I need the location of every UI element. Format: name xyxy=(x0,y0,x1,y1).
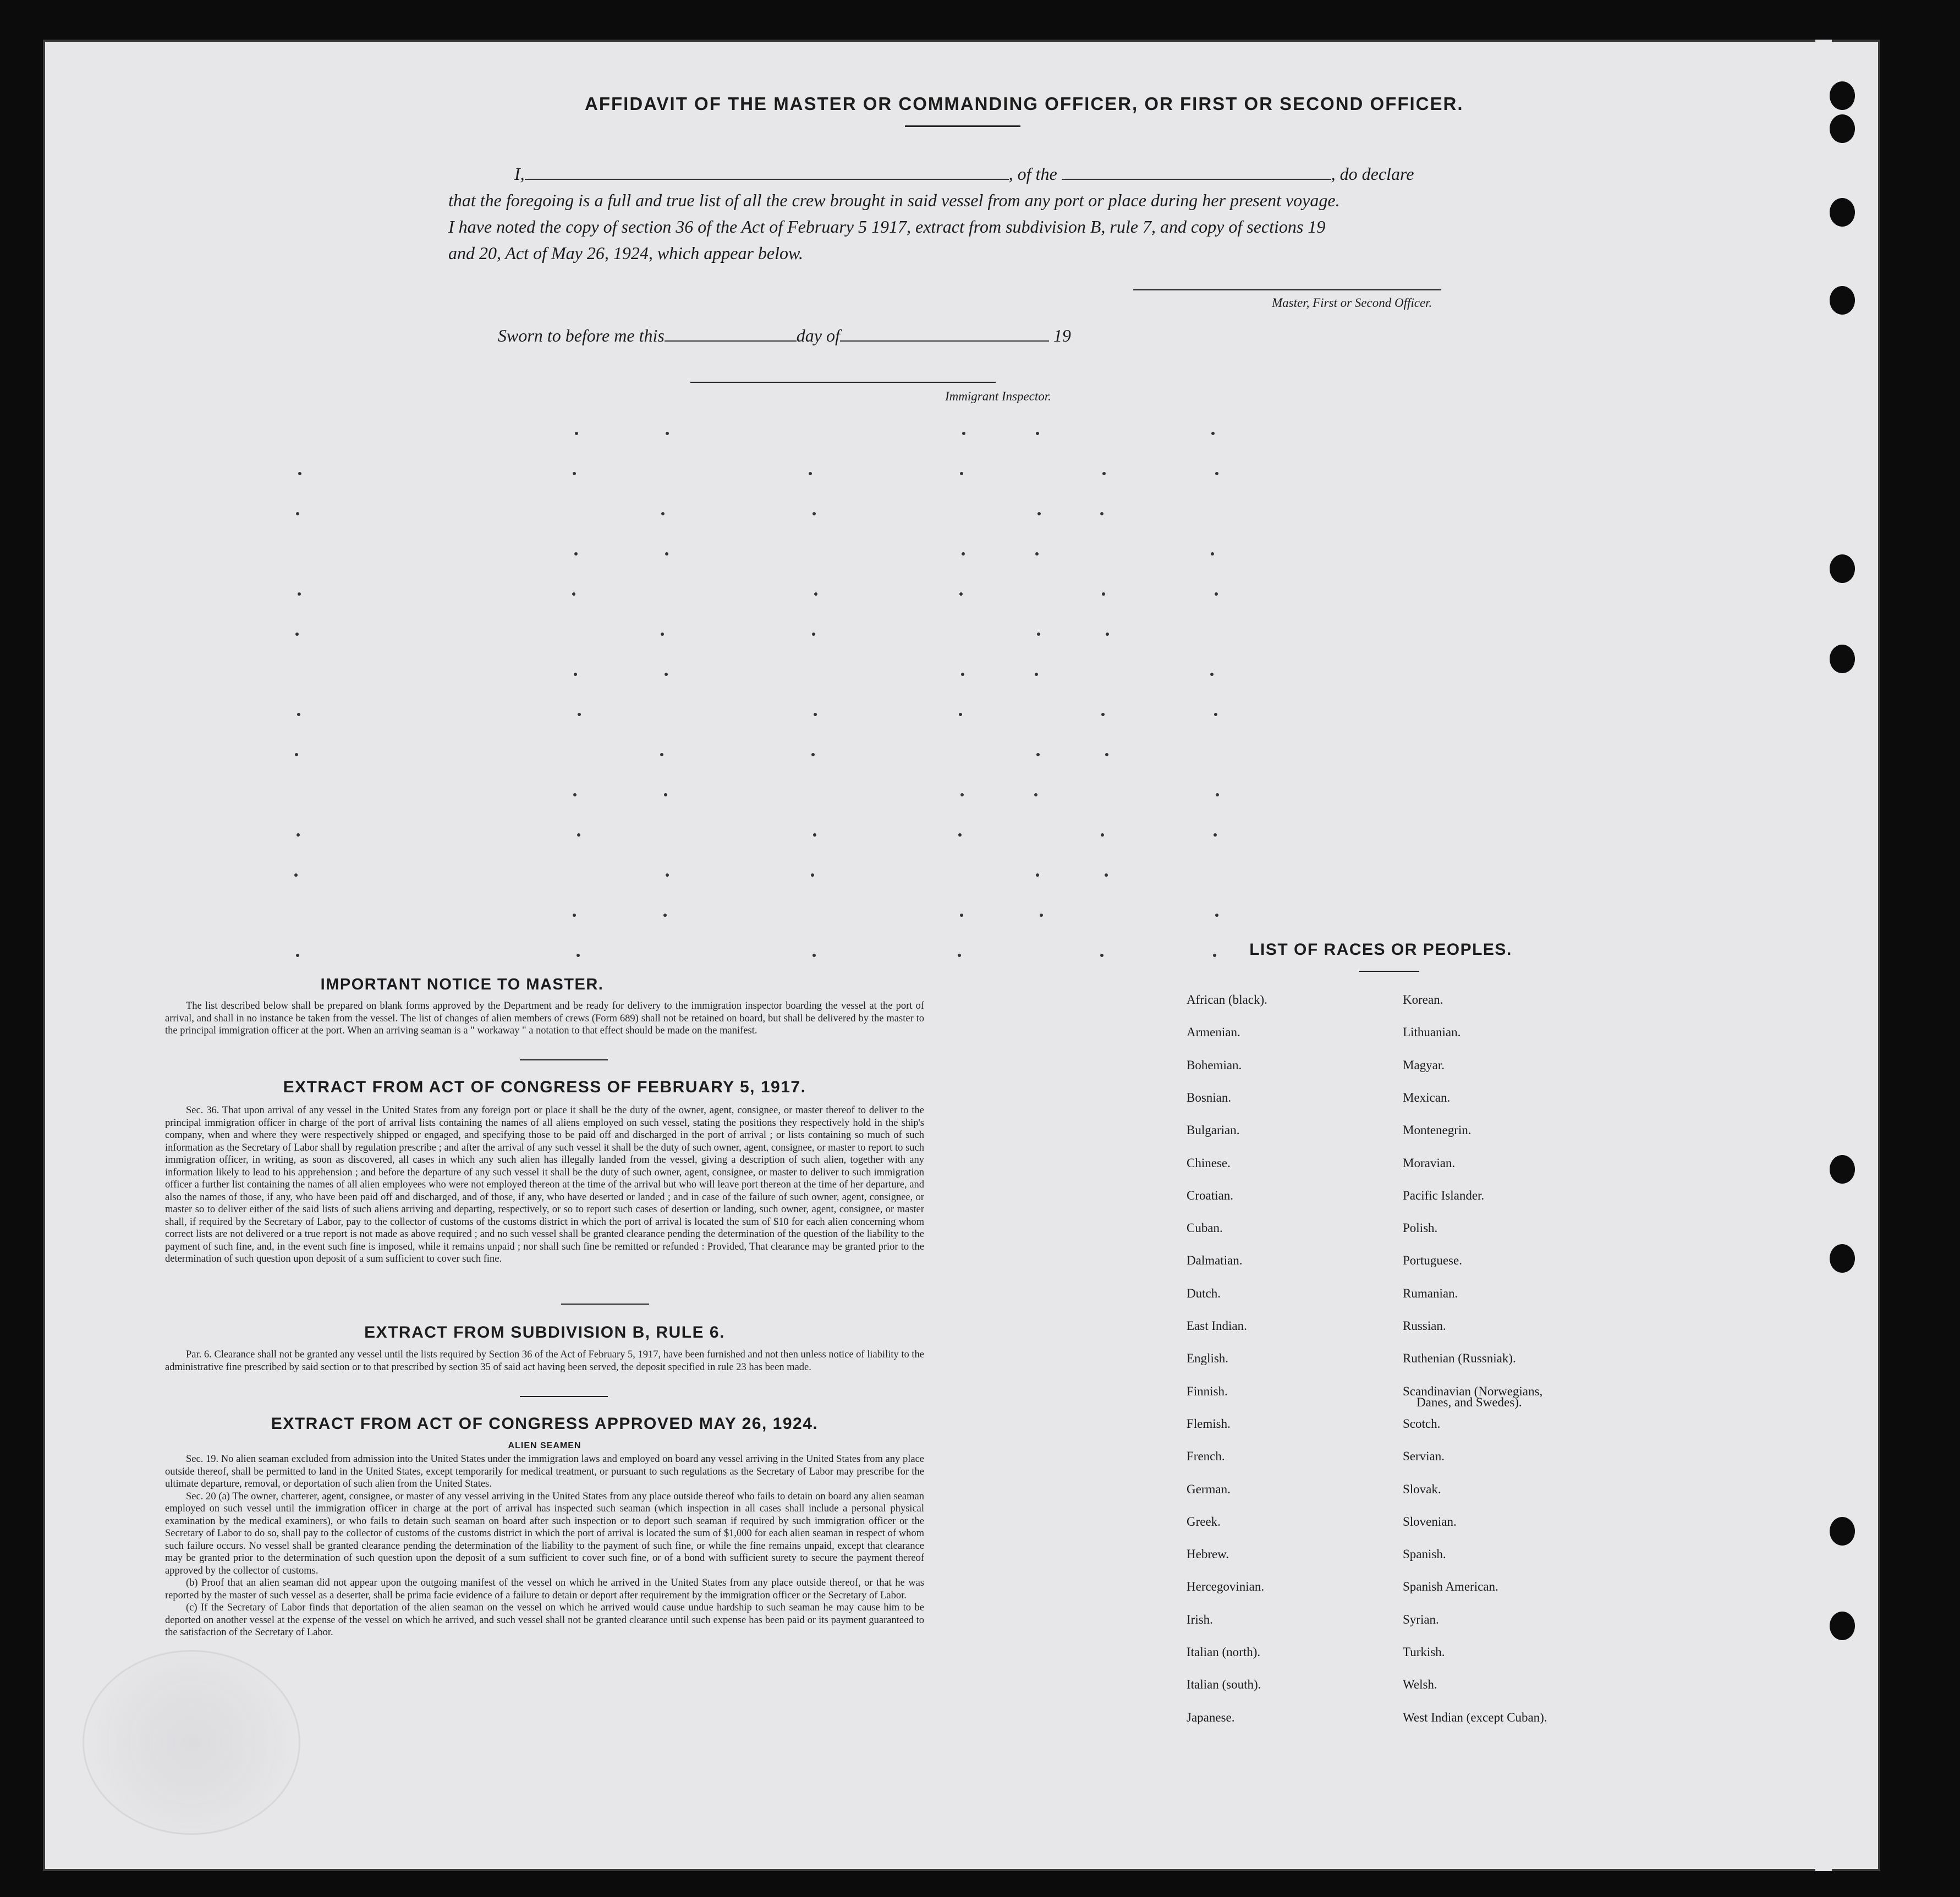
master-signature-caption: Master, First or Second Officer. xyxy=(1272,296,1432,310)
race-item: Rumanian. xyxy=(1403,1286,1458,1300)
dot-mark xyxy=(1215,592,1218,596)
dot-mark xyxy=(1036,432,1039,435)
dot-mark xyxy=(665,552,668,556)
dot-mark xyxy=(812,633,815,636)
dot-mark xyxy=(811,753,815,756)
dot-mark xyxy=(1216,793,1219,796)
dot-mark xyxy=(1211,552,1214,556)
dot-mark xyxy=(298,592,301,596)
sworn-month-blank xyxy=(840,326,1049,342)
race-item: Flemish. xyxy=(1187,1416,1231,1431)
race-item: Lithuanian. xyxy=(1403,1025,1461,1040)
dot-mark xyxy=(1037,633,1040,636)
dot-mark xyxy=(1035,552,1039,556)
dot-mark xyxy=(958,833,962,837)
dot-mark xyxy=(664,793,667,796)
race-item: Bohemian. xyxy=(1187,1058,1242,1072)
race-item: Korean. xyxy=(1403,993,1443,1007)
race-item: Chinese. xyxy=(1187,1156,1231,1170)
race-item: Italian (south). xyxy=(1187,1678,1261,1692)
dot-mark xyxy=(1214,713,1217,716)
extract-1917-paragraph: Sec. 36. That upon arrival of any vessel in the United States from any foreign port or place it shall be the duty of the owner, agent, consignee, or master thereof to deliver to the principal immigration officer in charge of the port of arrival lists containing the names of all aliens employed on such vessel, stating the positions they respectively hold in the ship's company, when and where they were respectively shipped or engaged, and specifying those to be paid off and discharged in the port of arrival ; or lists containing so much of such information as the Secretary of Labor shall by regulation prescribe ; and after the arrival of any such vessel it shall be the duty of such owner, agent, consignee, or master to report to such immigration officer, in writing, as soon as discovered, all cases in which any such alien has illegally landed from the vessel, giving a description of such alien, together with any information likely to lead to his apprehension ; and before the departure of any such vessel it shall be the duty of such owner, agent, consignee, or master to deliver to such immigration officer a further list containing the names of all alien employees who were not employed thereon at the time of the arrival but who will leave port thereon at the time of her departure, and also the names of those, if any, who have been paid off and discharged, and of those, if any, who have deserted or landed ; and in case of the failure of such owner, agent, consignee, or master so to deliver either of the said lists of such aliens arriving and departing, respectively, or so to report such cases of desertion or landing, such owner, agent, consignee, or master shall, if required by the Secretary of Labor, pay to the collector of customs of the customs district in which the port of arrival is located the sum of $10 for each alien concerning whom correct lists are not delivered or a true report is not made as above required ; and no such vessel shall be granted clearance pending the determination of the question of the liability to the payment of such fine, and, in the event such fine is imposed, while it remains unpaid ; nor shall such fine be remitted or refunded : Provided, That clearance may be granted prior to the determination of such question upon deposit of a sum sufficient to cover such fine. xyxy=(165,1105,924,1264)
punch-hole xyxy=(1830,1244,1855,1273)
master-signature-line xyxy=(1133,289,1441,290)
dot-mark xyxy=(574,552,578,556)
race-item: Scandinavian (Norwegians, xyxy=(1403,1384,1543,1398)
dot-mark xyxy=(1105,873,1108,877)
dot-mark xyxy=(960,914,963,917)
punch-hole xyxy=(1830,286,1855,315)
dot-mark xyxy=(1215,914,1218,917)
sec20c-paragraph: (c) If the Secretary of Labor finds that deportation of the alien seaman on the vessel on which he arrived would cause undue hardship to such seaman he may cause him to be deported on another vessel at the expense of the vessel on which he arrived, and such vessel shall not be granted clearance until such expense has been paid or its payment guaranteed to the satisfaction of the Secretary of Labor. xyxy=(165,1602,924,1638)
of-the-label: , of the xyxy=(1008,164,1057,184)
race-item: French. xyxy=(1187,1449,1225,1464)
dot-mark xyxy=(1040,914,1043,917)
dot-mark xyxy=(958,954,961,957)
punch-hole xyxy=(1830,198,1855,227)
extract-rule6-text xyxy=(165,1349,924,1373)
dot-mark xyxy=(813,833,816,837)
dot-mark xyxy=(294,873,298,877)
dot-mark xyxy=(809,472,812,475)
sec19-paragraph: Sec. 19. No alien seaman excluded from admission into the United States under the immigration laws and employed on board any vessel arriving in the United States from any place outside thereof, shall be permitted to land in the United States, except temporarily for medical treatment, or pursuant to such regulations as the Secretary of Labor may prescribe for the ultimate departure, removal, or deportation of such alien from the United States. xyxy=(165,1454,924,1489)
dot-mark xyxy=(666,432,669,435)
dot-mark xyxy=(1100,512,1103,515)
dot-mark xyxy=(1105,753,1108,756)
extract-rule6-paragraph: Par. 6. Clearance shall not be granted any vessel until the lists required by Section 36 of the Act of February 5, 1917, have been furnished and not then unless notice of liability to the administrative fine prescribed by said section or to that prescribed by section 35 of said act having been served, the deposit specified in rule 23 has been made. xyxy=(165,1349,924,1373)
dot-mark xyxy=(296,512,299,515)
extract-1924-text xyxy=(165,1453,924,1639)
race-item: Magyar. xyxy=(1403,1058,1445,1072)
dot-mark xyxy=(811,873,814,877)
race-item: Spanish American. xyxy=(1403,1580,1498,1594)
dot-mark xyxy=(573,472,576,475)
sworn-prefix: Sworn to before me this xyxy=(498,326,665,345)
dot-mark xyxy=(1101,713,1105,716)
sworn-day-blank xyxy=(665,326,797,342)
sworn-line xyxy=(498,326,1071,346)
vessel-name-blank xyxy=(1062,164,1331,180)
affidavit-line-4: and 20, Act of May 26, 1924, which appear below. xyxy=(448,243,803,263)
dot-mark xyxy=(660,753,663,756)
do-declare-label: , do declare xyxy=(1331,164,1414,184)
dot-mark xyxy=(661,512,665,515)
dot-mark xyxy=(962,552,965,556)
dot-mark xyxy=(812,954,816,957)
dot-mark xyxy=(578,713,581,716)
race-item: Japanese. xyxy=(1187,1710,1235,1724)
race-item: Welsh. xyxy=(1403,1678,1437,1692)
race-item: Polish. xyxy=(1403,1221,1438,1235)
race-item: English. xyxy=(1187,1351,1229,1366)
dot-mark xyxy=(295,753,298,756)
dot-mark xyxy=(812,512,816,515)
inspector-signature-caption: Immigrant Inspector. xyxy=(945,389,1051,403)
dot-mark xyxy=(814,592,817,596)
dot-mark xyxy=(577,833,580,837)
race-item: Finnish. xyxy=(1187,1384,1228,1398)
race-item: Irish. xyxy=(1187,1612,1213,1626)
race-item: Slovak. xyxy=(1403,1482,1441,1496)
extract-rule6-title: EXTRACT FROM SUBDIVISION B, RULE 6. xyxy=(364,1323,725,1341)
dot-mark xyxy=(297,713,300,716)
notice-divider xyxy=(520,1059,608,1060)
inspector-signature-line xyxy=(690,382,996,383)
extract-1917-text xyxy=(165,1104,924,1266)
dot-mark xyxy=(663,914,667,917)
affidavit-line-1 xyxy=(514,164,1414,184)
races-divider xyxy=(1359,971,1419,972)
dot-mark xyxy=(959,713,962,716)
dot-mark xyxy=(814,713,817,716)
dot-mark xyxy=(574,673,577,676)
punch-hole xyxy=(1830,114,1855,143)
extract-1917-divider xyxy=(561,1304,649,1305)
dot-mark xyxy=(573,793,577,796)
dot-mark xyxy=(1037,512,1041,515)
punch-hole xyxy=(1830,554,1855,583)
race-item: Ruthenian (Russniak). xyxy=(1403,1351,1516,1366)
dot-mark xyxy=(297,833,300,837)
notice-title: IMPORTANT NOTICE TO MASTER. xyxy=(320,976,604,993)
notice-paragraph: The list described below shall be prepared on blank forms approved by the Department and be ready for delivery to the immigration inspector boarding the vessel at the port of arrival, and shall in no instance be taken from the vessel. The list of changes of alien members of crews (Form 689) shall not be retained on board, but shall be delivered by the master to the principal immigration officer at the port. When an arriving seaman is a " workaway " a notation to that effect should be made on the manifest. xyxy=(165,1000,924,1036)
dot-mark xyxy=(962,432,965,435)
dot-mark xyxy=(1036,753,1040,756)
race-item: Portuguese. xyxy=(1403,1253,1462,1268)
race-item: Bulgarian. xyxy=(1187,1123,1240,1137)
embossed-seal xyxy=(83,1650,300,1835)
race-item: Hebrew. xyxy=(1187,1547,1229,1561)
extract-rule6-divider xyxy=(520,1396,608,1397)
race-item: Spanish. xyxy=(1403,1547,1446,1561)
dot-mark xyxy=(1035,673,1038,676)
dot-mark xyxy=(666,873,669,877)
punch-hole xyxy=(1830,1517,1855,1546)
dot-mark xyxy=(961,673,964,676)
dot-mark xyxy=(1215,472,1218,475)
race-item: East Indian. xyxy=(1187,1319,1247,1333)
race-item: West Indian (except Cuban). xyxy=(1403,1710,1547,1724)
dot-mark xyxy=(960,472,963,475)
sworn-year: 19 xyxy=(1053,326,1071,345)
race-item: Turkish. xyxy=(1403,1645,1445,1659)
extract-1924-subtitle: ALIEN SEAMEN xyxy=(508,1441,581,1450)
extract-1917-title: EXTRACT FROM ACT OF CONGRESS OF FEBRUARY 5, 1917. xyxy=(283,1078,806,1096)
dot-mark xyxy=(1034,793,1037,796)
race-item: Greek. xyxy=(1187,1514,1221,1528)
dot-mark xyxy=(295,633,299,636)
race-item: Bosnian. xyxy=(1187,1090,1232,1104)
race-item: Dutch. xyxy=(1187,1286,1221,1300)
race-item: Scotch. xyxy=(1403,1416,1441,1431)
dot-mark xyxy=(573,914,576,917)
race-item: Servian. xyxy=(1403,1449,1445,1464)
punch-hole xyxy=(1830,1612,1855,1640)
punch-hole xyxy=(1830,81,1855,110)
race-item: Montenegrin. xyxy=(1403,1123,1472,1137)
dot-mark xyxy=(296,954,299,957)
race-item: Dalmatian. xyxy=(1187,1253,1243,1268)
dot-mark xyxy=(1036,873,1039,877)
race-item: Pacific Islander. xyxy=(1403,1188,1485,1202)
torn-edge xyxy=(1815,0,1881,1897)
dot-mark xyxy=(1102,472,1106,475)
punch-hole xyxy=(1830,645,1855,673)
dot-mark xyxy=(960,793,964,796)
dot-mark xyxy=(1106,633,1109,636)
notice-text xyxy=(165,1000,924,1037)
dot-mark xyxy=(1100,954,1103,957)
race-item: Hercegovinian. xyxy=(1187,1580,1265,1594)
dot-mark xyxy=(577,954,580,957)
declarant-label: I, xyxy=(514,164,525,184)
race-item: German. xyxy=(1187,1482,1231,1496)
dot-mark xyxy=(572,592,575,596)
dot-mark xyxy=(665,673,668,676)
dot-mark xyxy=(1210,673,1214,676)
race-item: Armenian. xyxy=(1187,1025,1240,1040)
punch-hole xyxy=(1830,1155,1855,1184)
affidavit-line-3: I have noted the copy of section 36 of the Act of February 5 1917, extract from subdivision B, rule 7, and copy of sections 19 xyxy=(448,217,1326,237)
race-scandinavian-line2: Danes, and Swedes). xyxy=(1417,1395,1522,1409)
dot-mark xyxy=(959,592,963,596)
dot-mark xyxy=(575,432,578,435)
affidavit-title: AFFIDAVIT OF THE MASTER OR COMMANDING OFFICER, OR FIRST OR SECOND OFFICER. xyxy=(585,94,1464,114)
dot-mark xyxy=(1211,432,1215,435)
dot-mark xyxy=(1214,833,1217,837)
declarant-name-blank xyxy=(525,164,1009,180)
extract-1924-title: EXTRACT FROM ACT OF CONGRESS APPROVED MAY 26, 1924. xyxy=(271,1415,819,1433)
race-item: Syrian. xyxy=(1403,1612,1439,1626)
race-item: Mexican. xyxy=(1403,1090,1451,1104)
dot-mark xyxy=(298,472,301,475)
title-divider xyxy=(905,125,1020,127)
race-item: Russian. xyxy=(1403,1319,1446,1333)
sec20a-paragraph: Sec. 20 (a) The owner, charterer, agent, consignee, or master of any vessel arriving in the United States from any place outside thereof who fails to detain on board any alien seaman employed on such vessel until the immigration officer in charge at the port of arrival has inspected such seaman (which inspection in all cases shall include a personal physical examination by the medical examiners), or who fails to detain such seaman on board after such inspection or to deport such seaman if required by such immigration officer or the Secretary of Labor to do so, shall pay to the collector of customs of the customs district in which the port of arrival is located the sum of $1,000 for each alien seaman in respect of whom such failure occurs. No vessel shall be granted clearance pending the determination of the liability to the payment of such fine, or while the fine remains unpaid, except that clearance may be granted prior to the determination of such question upon the deposit of a sum sufficient to cover such fine, or of a bond with sufficient surety to secure the payment thereof approved by the collector of customs. xyxy=(165,1491,924,1576)
race-item: Croatian. xyxy=(1187,1188,1233,1202)
race-item: Italian (north). xyxy=(1187,1645,1261,1659)
dot-mark xyxy=(1101,833,1104,837)
sworn-day-of: day of xyxy=(796,326,840,345)
sec20b-paragraph: (b) Proof that an alien seaman did not appear upon the outgoing manifest of the vessel on which he arrived in the United States from any place outside thereof, or that he was reported by the master of such vessel as a deserter, shall be prima facie evidence of a failure to detain or deport after requirement by the immigration officer or the Secretary of Labor. xyxy=(165,1577,924,1601)
affidavit-line-2: that the foregoing is a full and true list of all the crew brought in said vessel from any port or place during her present voyage. xyxy=(448,190,1340,210)
dot-mark xyxy=(661,633,664,636)
races-title: LIST OF RACES OR PEOPLES. xyxy=(1249,941,1512,959)
race-item: Cuban. xyxy=(1187,1221,1223,1235)
race-item: African (black). xyxy=(1187,993,1267,1007)
race-item: Moravian. xyxy=(1403,1156,1456,1170)
race-item: Slovenian. xyxy=(1403,1514,1457,1528)
dot-mark xyxy=(1102,592,1105,596)
